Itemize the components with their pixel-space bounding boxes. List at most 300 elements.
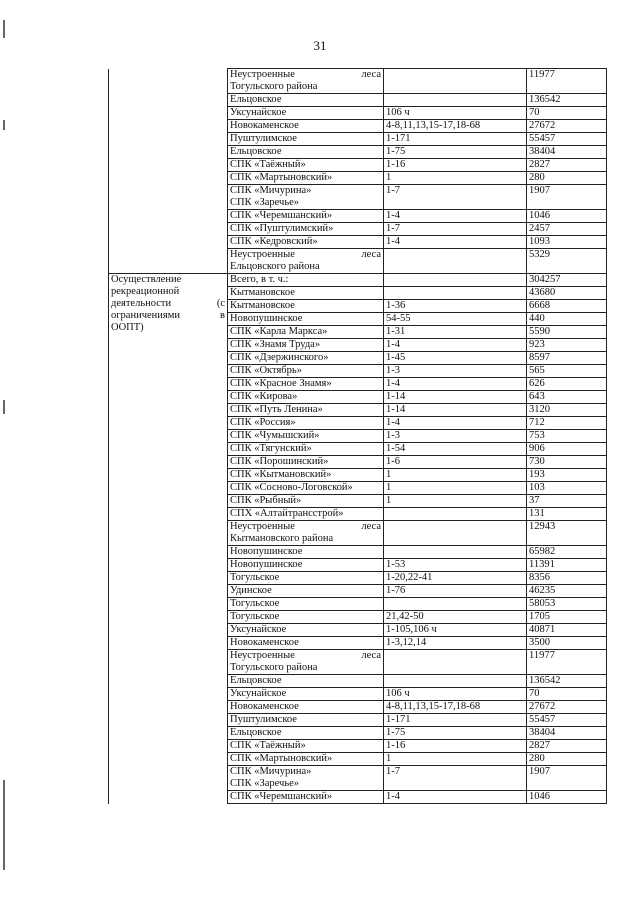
area-cell: [527, 546, 607, 559]
cell-text: СПК «Знамя Труда»: [230, 339, 321, 350]
range-cell: [384, 688, 527, 701]
area-cell: [527, 753, 607, 766]
area-cell: [527, 495, 607, 508]
area-text: 8356: [529, 572, 550, 583]
area-text: 1907: [529, 185, 550, 196]
range-cell: [384, 572, 527, 585]
cell-text: Неустроенные: [230, 650, 295, 661]
range-cell: [384, 417, 527, 430]
range-text: 1: [386, 495, 392, 506]
range-cell: [384, 766, 527, 791]
category-cell: [109, 274, 228, 804]
cell-text: СПК «Мартыновский»: [230, 172, 333, 183]
cell-text: Тогульское: [230, 598, 280, 609]
cell-text: СПК «Пуштулимский»: [230, 223, 334, 234]
area-cell: [527, 120, 607, 133]
name-cell: [228, 378, 384, 391]
cell-text: СПК «Тягунский»: [230, 443, 312, 454]
forest-areas-table: [108, 68, 607, 804]
name-cell: [228, 650, 384, 675]
cell-text: СПК «Таёжный»: [230, 740, 306, 751]
cell-text: СПК «Кирова»: [230, 391, 298, 402]
name-cell: [228, 714, 384, 727]
area-text: 6668: [529, 300, 550, 311]
name-cell: [228, 443, 384, 456]
area-text: 1907: [529, 766, 550, 777]
range-cell: [384, 701, 527, 714]
name-cell: [228, 727, 384, 740]
name-cell: [228, 688, 384, 701]
range-text: 1-7: [386, 185, 400, 196]
name-cell: [228, 249, 384, 274]
range-text: 1-4: [386, 210, 400, 221]
area-text: 643: [529, 391, 545, 402]
area-text: 8597: [529, 352, 550, 363]
category-text: рекреационной: [111, 286, 180, 297]
area-cell: [527, 404, 607, 417]
area-cell: [527, 249, 607, 274]
area-text: 3500: [529, 637, 550, 648]
cell-text: СПК «Мичурина»: [230, 766, 312, 777]
name-cell: [228, 300, 384, 313]
area-cell: [527, 185, 607, 210]
name-cell: [228, 791, 384, 804]
range-cell: [384, 469, 527, 482]
area-cell: [527, 339, 607, 352]
range-text: 1-16: [386, 740, 406, 751]
area-text: 27672: [529, 701, 556, 712]
name-cell: [228, 624, 384, 637]
category-text: деятельности: [111, 298, 172, 309]
area-cell: [527, 365, 607, 378]
area-cell: [527, 352, 607, 365]
range-cell: [384, 585, 527, 598]
range-cell: [384, 637, 527, 650]
cell-text: Удинское: [230, 585, 272, 596]
cell-text: Новокаменское: [230, 701, 299, 712]
area-cell: [527, 94, 607, 107]
name-cell: [228, 508, 384, 521]
range-cell: [384, 365, 527, 378]
cell-text: Ельцовское: [230, 94, 282, 105]
range-cell: [384, 146, 527, 159]
range-text: 1: [386, 482, 392, 493]
range-cell: [384, 611, 527, 624]
cell-text: Тогульское: [230, 572, 280, 583]
cell-text: Уксунайское: [230, 624, 287, 635]
name-cell: [228, 559, 384, 572]
name-cell: [228, 585, 384, 598]
category-text: (с: [216, 298, 225, 309]
range-text: 1-6: [386, 456, 400, 467]
range-cell: [384, 69, 527, 94]
area-text: 2457: [529, 223, 550, 234]
name-cell: [228, 274, 384, 287]
name-cell: [228, 69, 384, 94]
range-cell: [384, 94, 527, 107]
cell-text: СПК «Чумышский»: [230, 430, 320, 441]
range-cell: [384, 740, 527, 753]
range-text: 1-45: [386, 352, 406, 363]
name-cell: [228, 236, 384, 249]
cell-text: СПК «Красное Знамя»: [230, 378, 332, 389]
area-cell: [527, 508, 607, 521]
range-text: 1-7: [386, 223, 400, 234]
name-cell: [228, 753, 384, 766]
name-cell: [228, 572, 384, 585]
range-text: 1-75: [386, 146, 406, 157]
cell-text: Кытмановское: [230, 287, 295, 298]
range-cell: [384, 352, 527, 365]
cell-text: СПК «Черемшанский»: [230, 791, 333, 802]
range-cell: [384, 430, 527, 443]
name-cell: [228, 482, 384, 495]
area-text: 27672: [529, 120, 556, 131]
area-cell: [527, 159, 607, 172]
cell-text: Уксунайское: [230, 107, 287, 118]
area-cell: [527, 391, 607, 404]
name-cell: [228, 430, 384, 443]
range-text: 106 ч: [386, 688, 410, 699]
range-cell: [384, 508, 527, 521]
range-cell: [384, 274, 527, 287]
range-text: 1-3: [386, 430, 400, 441]
cell-text: СПК «Дзержинского»: [230, 352, 329, 363]
area-text: 11977: [529, 69, 555, 80]
area-text: 193: [529, 469, 545, 480]
cell-text: Новокаменское: [230, 637, 299, 648]
area-cell: [527, 740, 607, 753]
area-text: 70: [529, 688, 540, 699]
cell-text: СПК «Рыбный»: [230, 495, 302, 506]
range-cell: [384, 223, 527, 236]
range-cell: [384, 107, 527, 120]
area-cell: [527, 791, 607, 804]
cell-text: СПК «Черемшанский»: [230, 210, 333, 221]
area-cell: [527, 417, 607, 430]
range-text: 1-4: [386, 339, 400, 350]
name-cell: [228, 287, 384, 300]
name-cell: [228, 740, 384, 753]
cell-text: Кытмановское: [230, 300, 295, 311]
name-cell: [228, 495, 384, 508]
area-text: 11391: [529, 559, 555, 570]
area-cell: [527, 572, 607, 585]
name-cell: [228, 675, 384, 688]
area-cell: [527, 69, 607, 94]
cell-text: Тогульское: [230, 611, 280, 622]
area-cell: [527, 223, 607, 236]
table-row: [109, 274, 607, 287]
cell-text: Кытмановского района: [230, 533, 334, 544]
area-cell: [527, 688, 607, 701]
range-cell: [384, 300, 527, 313]
scan-left-edge: [3, 0, 5, 905]
range-text: 1-4: [386, 417, 400, 428]
range-text: 1-171: [386, 133, 411, 144]
area-cell: [527, 482, 607, 495]
cell-text: Новопушинское: [230, 559, 303, 570]
range-cell: [384, 133, 527, 146]
area-cell: [527, 714, 607, 727]
area-text: 280: [529, 172, 545, 183]
range-cell: [384, 624, 527, 637]
area-text: 2827: [529, 159, 550, 170]
cell-text: СПК «Кедровский»: [230, 236, 318, 247]
cell-text: Пуштулимское: [230, 714, 297, 725]
area-cell: [527, 133, 607, 146]
area-cell: [527, 521, 607, 546]
range-text: 106 ч: [386, 107, 410, 118]
range-text: 1-31: [386, 326, 406, 337]
area-cell: [527, 701, 607, 714]
table-body: [109, 69, 607, 804]
cell-text: СПХ «Алтайтрансстрой»: [230, 508, 344, 519]
cell-text: Ельцовское: [230, 675, 282, 686]
area-cell: [527, 598, 607, 611]
name-cell: [228, 133, 384, 146]
area-text: 136542: [529, 675, 561, 686]
range-cell: [384, 456, 527, 469]
range-text: 1-4: [386, 791, 400, 802]
area-cell: [527, 236, 607, 249]
range-cell: [384, 714, 527, 727]
name-cell: [228, 766, 384, 791]
area-text: 55457: [529, 133, 556, 144]
range-text: 1-53: [386, 559, 406, 570]
range-text: 1-7: [386, 766, 400, 777]
area-cell: [527, 727, 607, 740]
range-text: 1-36: [386, 300, 406, 311]
cell-text: Новопушинское: [230, 313, 303, 324]
name-cell: [228, 701, 384, 714]
area-text: 11977: [529, 650, 555, 661]
range-cell: [384, 326, 527, 339]
cell-text: Тогульского района: [230, 81, 318, 92]
area-text: 1705: [529, 611, 550, 622]
range-cell: [384, 378, 527, 391]
area-cell: [527, 146, 607, 159]
area-cell: [527, 107, 607, 120]
area-cell: [527, 326, 607, 339]
range-cell: [384, 791, 527, 804]
cell-text: СПК «Сосново-Логовской»: [230, 482, 353, 493]
range-text: 1-3,12,14: [386, 637, 427, 648]
range-cell: [384, 120, 527, 133]
range-text: 4-8,11,13,15-17,18-68: [386, 120, 481, 131]
cell-text: СПК «Таёжный»: [230, 159, 306, 170]
name-cell: [228, 352, 384, 365]
range-cell: [384, 482, 527, 495]
range-text: 4-8,11,13,15-17,18-68: [386, 701, 481, 712]
range-cell: [384, 172, 527, 185]
area-cell: [527, 443, 607, 456]
cell-text: Уксунайское: [230, 688, 287, 699]
area-cell: [527, 287, 607, 300]
range-text: 1-76: [386, 585, 406, 596]
range-cell: [384, 236, 527, 249]
range-text: 1: [386, 172, 392, 183]
range-cell: [384, 546, 527, 559]
cell-text: Ельцовское: [230, 727, 282, 738]
cell-text: СПК «Карла Маркса»: [230, 326, 328, 337]
area-text: 70: [529, 107, 540, 118]
name-cell: [228, 637, 384, 650]
cell-text: Неустроенные: [230, 521, 295, 532]
range-text: 1-14: [386, 391, 406, 402]
name-cell: [228, 210, 384, 223]
name-cell: [228, 598, 384, 611]
name-cell: [228, 469, 384, 482]
cell-text: СПК «Заречье»: [230, 197, 300, 208]
area-text: 5329: [529, 249, 550, 260]
area-text: 280: [529, 753, 545, 764]
category-cell: [109, 69, 228, 274]
area-cell: [527, 172, 607, 185]
range-cell: [384, 675, 527, 688]
name-cell: [228, 521, 384, 546]
name-cell: [228, 146, 384, 159]
area-text: 12943: [529, 521, 556, 532]
area-text: 136542: [529, 94, 561, 105]
range-cell: [384, 185, 527, 210]
range-text: 1-75: [386, 727, 406, 738]
range-text: 1-14: [386, 404, 406, 415]
range-cell: [384, 210, 527, 223]
area-text: 2827: [529, 740, 550, 751]
area-text: 40871: [529, 624, 556, 635]
cell-text: СПК «Мартыновский»: [230, 753, 333, 764]
range-text: 21,42-50: [386, 611, 424, 622]
area-cell: [527, 559, 607, 572]
name-cell: [228, 185, 384, 210]
range-cell: [384, 443, 527, 456]
range-cell: [384, 391, 527, 404]
name-cell: [228, 404, 384, 417]
range-cell: [384, 559, 527, 572]
name-cell: [228, 94, 384, 107]
range-cell: [384, 313, 527, 326]
area-cell: [527, 650, 607, 675]
cell-text: СПК «Кытмановский»: [230, 469, 332, 480]
area-cell: [527, 766, 607, 791]
name-cell: [228, 326, 384, 339]
range-text: 1-3: [386, 365, 400, 376]
area-text: 1093: [529, 236, 550, 247]
range-text: 1-4: [386, 378, 400, 389]
name-cell: [228, 611, 384, 624]
area-text: 730: [529, 456, 545, 467]
range-text: 54-55: [386, 313, 411, 324]
range-cell: [384, 339, 527, 352]
area-cell: [527, 585, 607, 598]
name-cell: [228, 365, 384, 378]
range-text: 1-171: [386, 714, 411, 725]
range-text: 1: [386, 753, 392, 764]
cell-text: СПК «Мичурина»: [230, 185, 312, 196]
name-cell: [228, 417, 384, 430]
range-cell: [384, 727, 527, 740]
area-cell: [527, 274, 607, 287]
area-cell: [527, 300, 607, 313]
name-cell: [228, 456, 384, 469]
name-cell: [228, 159, 384, 172]
range-cell: [384, 287, 527, 300]
area-text: 906: [529, 443, 545, 454]
area-text: 1046: [529, 210, 550, 221]
cell-text: леса: [361, 249, 381, 260]
cell-text: СПК «Путь Ленина»: [230, 404, 323, 415]
name-cell: [228, 120, 384, 133]
area-text: 753: [529, 430, 545, 441]
cell-text: леса: [361, 650, 381, 661]
category-text: в: [220, 310, 225, 321]
cell-text: Ельцовского района: [230, 261, 320, 272]
category-text: ООПТ): [111, 322, 144, 333]
range-cell: [384, 159, 527, 172]
range-text: 1-4: [386, 236, 400, 247]
area-text: 38404: [529, 727, 556, 738]
cell-text: Ельцовское: [230, 146, 282, 157]
cell-text: леса: [361, 521, 381, 532]
name-cell: [228, 546, 384, 559]
cell-text: Новопушинское: [230, 546, 303, 557]
area-text: 923: [529, 339, 545, 350]
range-cell: [384, 598, 527, 611]
area-cell: [527, 611, 607, 624]
area-text: 565: [529, 365, 545, 376]
area-text: 131: [529, 508, 545, 519]
area-cell: [527, 430, 607, 443]
range-text: 1-16: [386, 159, 406, 170]
range-cell: [384, 249, 527, 274]
range-cell: [384, 495, 527, 508]
area-text: 440: [529, 313, 545, 324]
area-cell: [527, 378, 607, 391]
cell-text: Всего, в т. ч.:: [230, 274, 289, 285]
page-number: 31: [313, 38, 327, 53]
cell-text: Пуштулимское: [230, 133, 297, 144]
cell-text: СПК «Россия»: [230, 417, 296, 428]
area-cell: [527, 210, 607, 223]
area-text: 3120: [529, 404, 550, 415]
name-cell: [228, 391, 384, 404]
range-cell: [384, 521, 527, 546]
area-cell: [527, 469, 607, 482]
range-text: 1-105,106 ч: [386, 624, 437, 635]
area-text: 46235: [529, 585, 556, 596]
area-cell: [527, 313, 607, 326]
range-cell: [384, 404, 527, 417]
area-text: 5590: [529, 326, 550, 337]
cell-text: Неустроенные: [230, 69, 295, 80]
name-cell: [228, 339, 384, 352]
area-cell: [527, 456, 607, 469]
name-cell: [228, 107, 384, 120]
area-cell: [527, 637, 607, 650]
area-text: 712: [529, 417, 545, 428]
cell-text: леса: [361, 69, 381, 80]
name-cell: [228, 223, 384, 236]
range-text: 1: [386, 469, 392, 480]
name-cell: [228, 172, 384, 185]
area-text: 58053: [529, 598, 556, 609]
range-cell: [384, 753, 527, 766]
area-text: 43680: [529, 287, 556, 298]
area-text: 55457: [529, 714, 556, 725]
range-text: 1-54: [386, 443, 406, 454]
area-text: 37: [529, 495, 540, 506]
